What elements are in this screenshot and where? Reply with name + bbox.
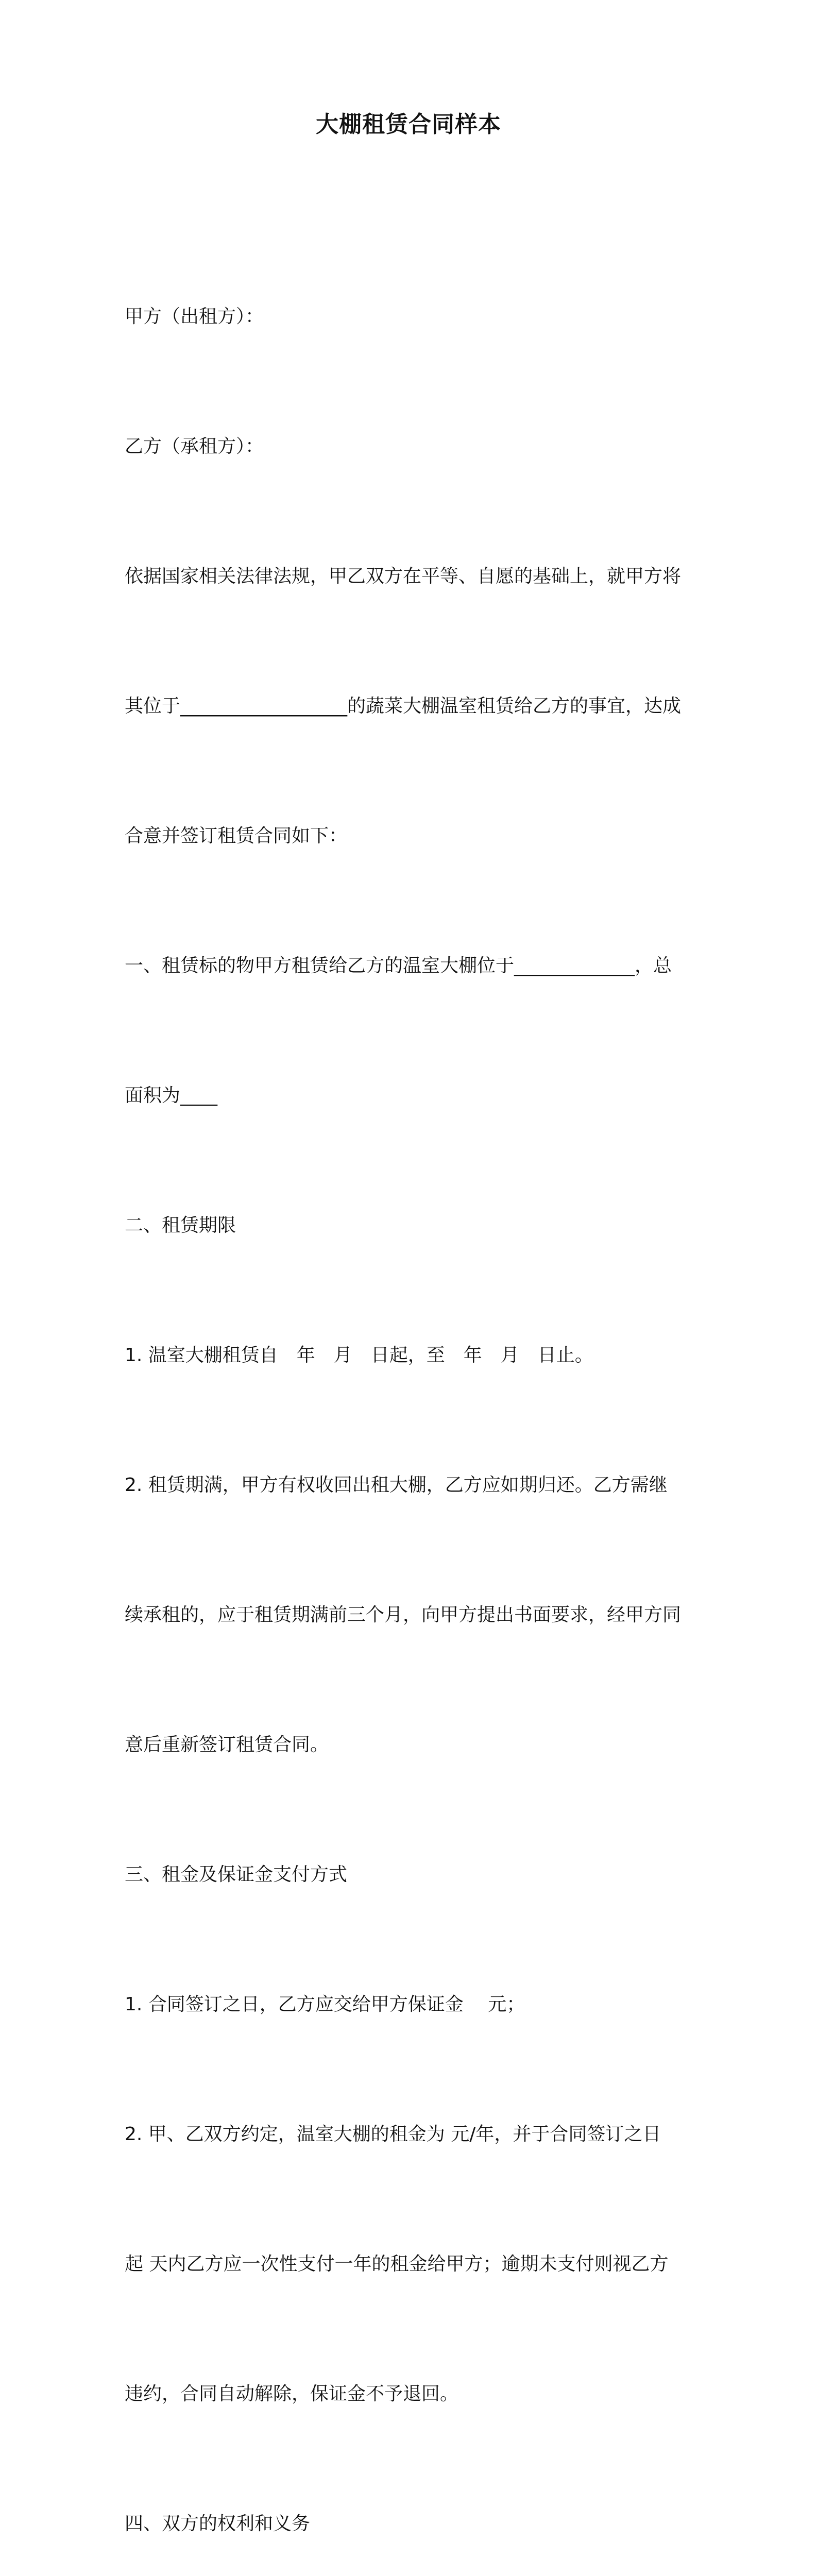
- section-1-line-2: 面积为____: [125, 1085, 218, 1106]
- section-3-item-1: 1. 合同签订之日，乙方应交给甲方保证金 元；: [125, 1994, 525, 2015]
- party-a-line: 甲方（出租方）：: [125, 306, 264, 327]
- preamble-line-1: 依据国家相关法律法规，甲乙双方在平等、自愿的基础上，就甲方将: [125, 566, 682, 587]
- section-2-heading: 二、租赁期限: [125, 1215, 236, 1236]
- section-3-item-2-line-3: 违约，合同自动解除，保证金不予退回。: [125, 2383, 459, 2404]
- preamble-line-2: 其位于__________________的蔬菜大棚温室租赁给乙方的事宜，达成: [125, 696, 682, 717]
- document-title: 大棚租赁合同样本: [316, 111, 501, 138]
- document-body: [125, 209, 702, 2576]
- section-2-item-2-line-1: 2. 租赁期满，甲方有权收回出租大棚，乙方应如期归还。乙方需继: [125, 1475, 668, 1496]
- section-3-heading: 三、租金及保证金支付方式: [125, 1864, 348, 1885]
- section-2-item-2-line-2: 续承租的，应于租赁期满前三个月，向甲方提出书面要求，经甲方同: [125, 1604, 682, 1625]
- party-b-line: 乙方（承租方）：: [125, 436, 264, 457]
- section-1-line-1: 一、租赁标的物甲方租赁给乙方的温室大棚位于_____________，总: [125, 955, 672, 976]
- section-2-item-1: 1. 温室大棚租赁自 年 月 日起，至 年 月 日止。: [125, 1345, 593, 1366]
- section-2-item-2-line-3: 意后重新签订租赁合同。: [125, 1734, 329, 1755]
- section-3-item-2-line-1: 2. 甲、乙双方约定，温室大棚的租金为 元/年，并于合同签订之日: [125, 2124, 661, 2145]
- section-4-heading: 四、双方的权利和义务: [125, 2513, 311, 2534]
- preamble-line-3: 合意并签订租赁合同如下：: [125, 825, 348, 846]
- section-3-item-2-line-2: 起 天内乙方应一次性支付一年的租金给甲方；逾期未支付则视乙方: [125, 2253, 669, 2275]
